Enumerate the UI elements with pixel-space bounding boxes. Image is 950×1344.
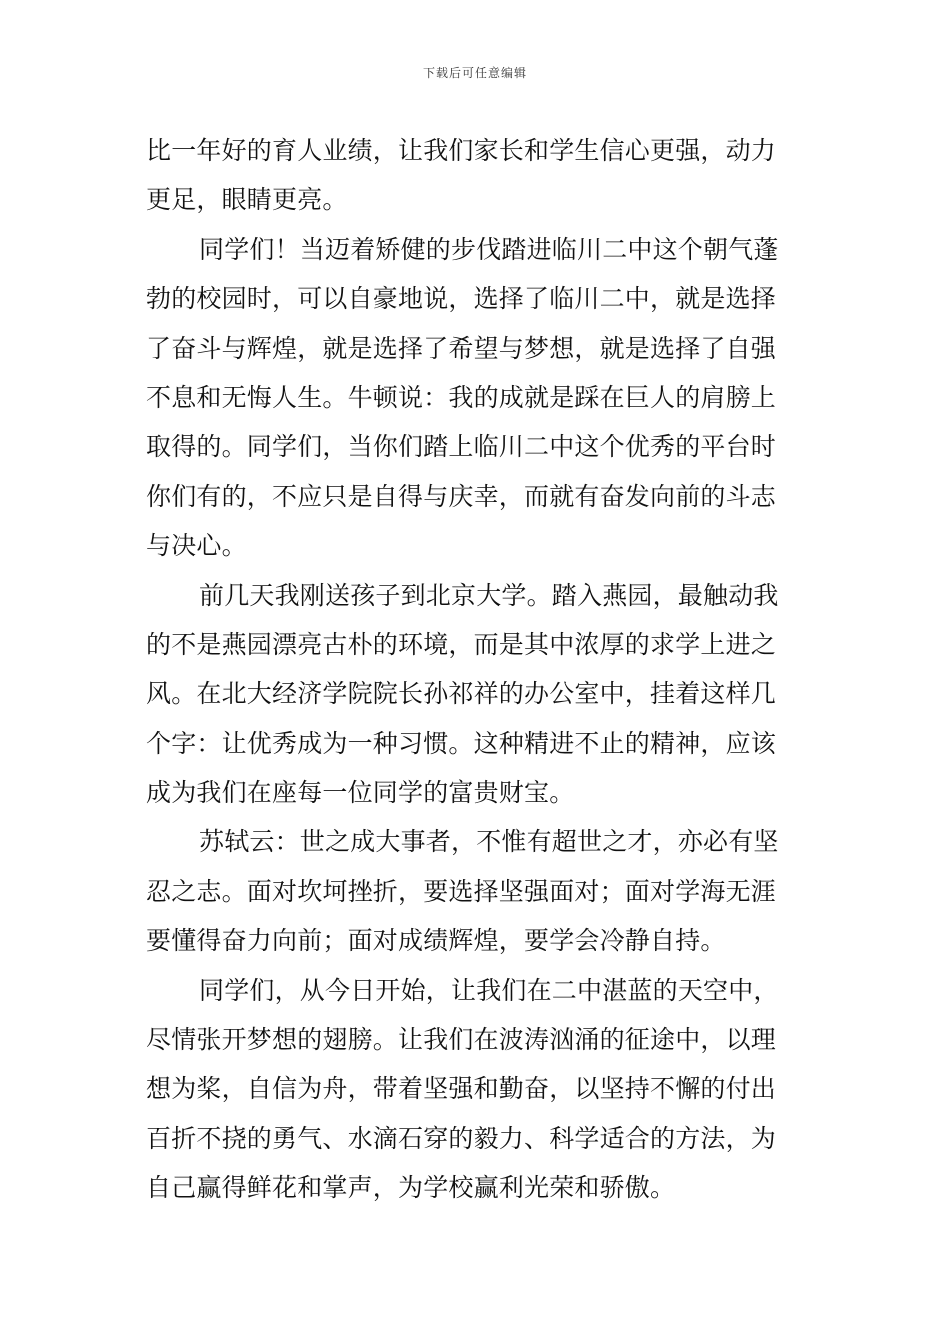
text-line: 了奋斗与辉煌，就是选择了希望与梦想，就是选择了自强 xyxy=(146,333,777,363)
text-line: 想为桨，自信为舟，带着坚强和勤奋，以坚持不懈的付出 xyxy=(146,1074,777,1104)
document-body xyxy=(146,126,808,1213)
text-line: 成为我们在座每一位同学的富贵财宝。 xyxy=(146,778,575,808)
text-line: 风。在北大经济学院院长孙祁祥的办公室中，挂着这样几 xyxy=(146,679,777,709)
text-line: 要懂得奋力向前；面对成绩辉煌，要学会冷静自持。 xyxy=(146,926,726,956)
text-line: 的不是燕园漂亮古朴的环境，而是其中浓厚的求学上进之 xyxy=(146,629,777,659)
text-line: 你们有的，不应只是自得与庆幸，而就有奋发向前的斗志 xyxy=(146,481,777,511)
text-line: 自己赢得鲜花和掌声，为学校赢利光荣和骄傲。 xyxy=(146,1173,676,1203)
text-line: 忍之志。面对坎坷挫折，要选择坚强面对；面对学海无涯 xyxy=(146,876,777,906)
text-line: 更足，眼睛更亮。 xyxy=(146,185,348,215)
page-header-note: 下载后可任意编辑 xyxy=(422,66,527,80)
text-line: 百折不挠的勇气、水滴石穿的毅力、科学适合的方法，为 xyxy=(146,1123,777,1153)
text-line: 前几天我刚送孩子到北京大学。踏入燕园，最触动我 xyxy=(199,580,779,610)
text-line: 个字：让优秀成为一种习惯。这种精进不止的精神，应该 xyxy=(146,728,777,758)
text-line: 同学们！当迈着矫健的步伐踏进临川二中这个朝气蓬 xyxy=(199,234,779,264)
text-line: 同学们，从今日开始，让我们在二中湛蓝的天空中， xyxy=(199,975,779,1005)
text-line: 勃的校园时，可以自豪地说，选择了临川二中，就是选择 xyxy=(146,284,777,314)
text-line: 不息和无悔人生。牛顿说：我的成就是踩在巨人的肩膀上 xyxy=(146,382,777,412)
text-line: 比一年好的育人业绩，让我们家长和学生信心更强，动力 xyxy=(146,136,777,165)
text-line: 尽情张开梦想的翅膀。让我们在波涛汹涌的征途中，以理 xyxy=(146,1025,777,1055)
text-line: 与决心。 xyxy=(146,531,247,561)
text-line: 苏轼云：世之成大事者，不惟有超世之才，亦必有坚 xyxy=(199,827,779,857)
text-line: 取得的。同学们，当你们踏上临川二中这个优秀的平台时 xyxy=(146,432,777,462)
